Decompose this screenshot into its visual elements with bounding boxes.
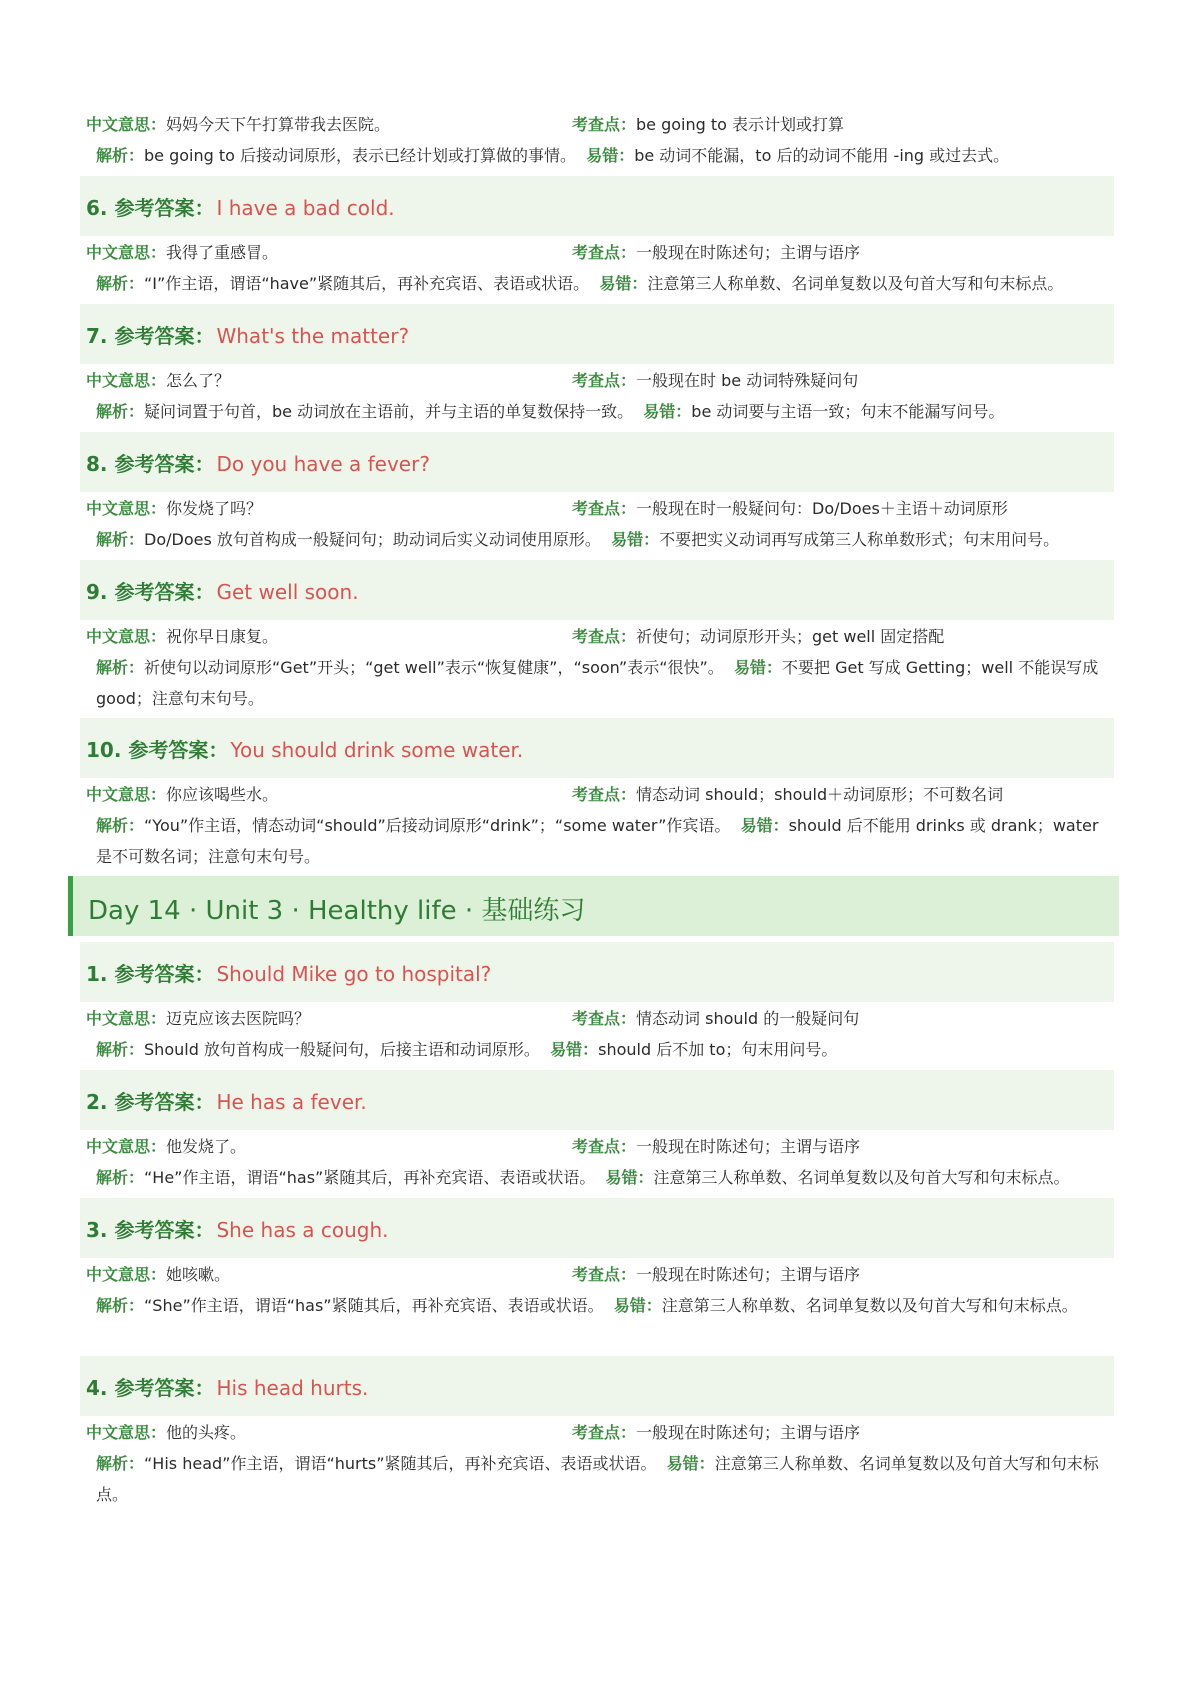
- item-number: 10.: [86, 738, 122, 762]
- analysis-text: Do/Does 放句首构成一般疑问句；助动词后实义动词使用原形。: [144, 530, 601, 549]
- pitfall-text: should 后不加 to；句末用问号。: [598, 1040, 838, 1059]
- kp-text: 一般现在时陈述句；主谓与语序: [636, 1265, 861, 1284]
- item-number: 8.: [86, 452, 108, 476]
- kp-label: 考查点：: [572, 371, 637, 390]
- kp-label: 考查点：: [572, 1009, 637, 1028]
- kp-label: 考查点：: [572, 627, 637, 646]
- zh-label: 中文意思：: [86, 115, 167, 134]
- answer-label: 参考答案：: [114, 1090, 215, 1114]
- analysis-label: 解析：: [96, 274, 145, 293]
- kp-text: 情态动词 should；should＋动词原形；不可数名词: [636, 785, 1004, 804]
- item-number: 4.: [86, 1376, 108, 1400]
- zh-label: 中文意思：: [86, 499, 167, 518]
- zh-text: 祝你早日康复。: [166, 627, 279, 646]
- analysis-text: “I”作主语，谓语“have”紧随其后，再补充宾语、表语或状语。: [144, 274, 590, 293]
- analysis-label: 解析：: [96, 1040, 145, 1059]
- answer-text: Get well soon.: [216, 580, 359, 604]
- answer-bar-b2: [80, 1070, 1114, 1130]
- kp-label: 考查点：: [572, 1137, 637, 1156]
- item-number: 3.: [86, 1218, 108, 1242]
- pitfall-label: 易错：: [599, 274, 648, 293]
- zh-label: 中文意思：: [86, 1137, 167, 1156]
- zh-text: 她咳嗽。: [166, 1265, 231, 1284]
- answer-text: I have a bad cold.: [216, 196, 395, 220]
- analysis-label: 解析：: [96, 816, 145, 835]
- zh-text: 我得了重感冒。: [166, 243, 279, 262]
- answer-text: His head hurts.: [216, 1376, 369, 1400]
- analysis-text: “You”作主语，情态动词“should”后接动词原形“drink”；“some water”作宾语。: [144, 816, 731, 835]
- pitfall-text: 注意第三人称单数、名词单复数以及句首大写和句末标点。: [661, 1296, 1078, 1315]
- item-number: 2.: [86, 1090, 108, 1114]
- answer-label: 参考答案：: [114, 452, 215, 476]
- answer-label: 参考答案：: [128, 738, 229, 762]
- pitfall-label: 易错：: [611, 530, 660, 549]
- zh-label: 中文意思：: [86, 1423, 167, 1442]
- pitfall-text: should 后不能用 drinks 或 drank；water 是不可数名词；注意句末句号。: [96, 816, 1099, 866]
- answer-bar-b3: [80, 1198, 1114, 1258]
- analysis-text: 祈使句以动词原形“Get”开头；“get well”表示“恢复健康”，“soon”表示“很快”。: [144, 658, 724, 677]
- answer-label: 参考答案：: [114, 196, 215, 220]
- kp-text: be going to 表示计划或打算: [636, 115, 845, 134]
- answer-bar-9: [80, 560, 1114, 620]
- item-number: 9.: [86, 580, 108, 604]
- pitfall-label: 易错：: [586, 146, 635, 165]
- zh-label: 中文意思：: [86, 243, 167, 262]
- kp-text: 一般现在时一般疑问句：Do/Does＋主语＋动词原形: [636, 499, 1008, 518]
- answer-bar-7: [80, 304, 1114, 364]
- zh-text: 你发烧了吗？: [166, 499, 263, 518]
- zh-text: 妈妈今天下午打算带我去医院。: [166, 115, 391, 134]
- kp-text: 一般现在时陈述句；主谓与语序: [636, 243, 861, 262]
- pitfall-text: 注意第三人称单数、名词单复数以及句首大写和句末标点。: [647, 274, 1064, 293]
- kp-text: 情态动词 should 的一般疑问句: [636, 1009, 860, 1028]
- answer-label: 参考答案：: [114, 962, 215, 986]
- zh-label: 中文意思：: [86, 1009, 167, 1028]
- answer-bar-10: [80, 718, 1114, 778]
- kp-text: 一般现在时陈述句；主谓与语序: [636, 1137, 861, 1156]
- zh-text: 你应该喝些水。: [166, 785, 279, 804]
- kp-text: 祈使句；动词原形开头；get well 固定搭配: [636, 627, 945, 646]
- answer-bar-b1: [80, 942, 1114, 1002]
- answer-label: 参考答案：: [114, 1376, 215, 1400]
- answer-text: Should Mike go to hospital?: [216, 962, 492, 986]
- answer-text: He has a fever.: [216, 1090, 367, 1114]
- item-number: 6.: [86, 196, 108, 220]
- answer-text: She has a cough.: [216, 1218, 389, 1242]
- analysis-text: “He”作主语，谓语“has”紧随其后，再补充宾语、表语或状语。: [144, 1168, 596, 1187]
- kp-label: 考查点：: [572, 115, 637, 134]
- analysis-text: be going to 后接动词原形，表示已经计划或打算做的事情。: [144, 146, 577, 165]
- analysis-text: “His head”作主语，谓语“hurts”紧随其后，再补充宾语、表语或状语。: [144, 1454, 657, 1473]
- zh-text: 迈克应该去医院吗？: [166, 1009, 311, 1028]
- section-header: [68, 876, 1119, 936]
- kp-label: 考查点：: [572, 1265, 637, 1284]
- pitfall-text: be 动词不能漏，to 后的动词不能用 -ing 或过去式。: [634, 146, 1010, 165]
- pitfall-label: 易错：: [740, 816, 789, 835]
- pitfall-label: 易错：: [643, 402, 692, 421]
- zh-label: 中文意思：: [86, 785, 167, 804]
- answer-text: You should drink some water.: [230, 738, 524, 762]
- analysis-label: 解析：: [96, 658, 145, 677]
- analysis-label: 解析：: [96, 1296, 145, 1315]
- pitfall-text: 不要把 Get 写成 Getting；well 不能误写成 good；注意句末句号。: [96, 658, 1099, 708]
- answer-label: 参考答案：: [114, 324, 215, 348]
- answer-bar-6: [80, 176, 1114, 236]
- item-number: 7.: [86, 324, 108, 348]
- zh-text: 他的头疼。: [166, 1423, 247, 1442]
- kp-label: 考查点：: [572, 785, 637, 804]
- analysis-text: “She”作主语，谓语“has”紧随其后，再补充宾语、表语或状语。: [144, 1296, 604, 1315]
- pitfall-text: 注意第三人称单数、名词单复数以及句首大写和句末标点。: [96, 1454, 1099, 1504]
- kp-label: 考查点：: [572, 499, 637, 518]
- zh-label: 中文意思：: [86, 1265, 167, 1284]
- analysis-label: 解析：: [96, 146, 145, 165]
- zh-label: 中文意思：: [86, 627, 167, 646]
- analysis-label: 解析：: [96, 530, 145, 549]
- answer-bar-8: [80, 432, 1114, 492]
- kp-label: 考查点：: [572, 243, 637, 262]
- zh-text: 他发烧了。: [166, 1137, 247, 1156]
- answer-label: 参考答案：: [114, 1218, 215, 1242]
- analysis-label: 解析：: [96, 402, 145, 421]
- answer-bar-b4: [80, 1356, 1114, 1416]
- pitfall-label: 易错：: [733, 658, 782, 677]
- pitfall-label: 易错：: [666, 1454, 715, 1473]
- answer-text: What's the matter?: [216, 324, 410, 348]
- zh-text: 怎么了？: [166, 371, 231, 390]
- kp-text: 一般现在时 be 动词特殊疑问句: [636, 371, 859, 390]
- pitfall-text: 注意第三人称单数、名词单复数以及句首大写和句末标点。: [653, 1168, 1070, 1187]
- section-title: Day 14 · Unit 3 · Healthy life · 基础练习: [88, 896, 586, 926]
- pitfall-label: 易错：: [550, 1040, 599, 1059]
- pitfall-text: 不要把实义动词再写成第三人称单数形式；句末用问号。: [659, 530, 1060, 549]
- answer-label: 参考答案：: [114, 580, 215, 604]
- analysis-text: Should 放句首构成一般疑问句，后接主语和动词原形。: [144, 1040, 540, 1059]
- pitfall-label: 易错：: [605, 1168, 654, 1187]
- item-number: 1.: [86, 962, 108, 986]
- analysis-label: 解析：: [96, 1168, 145, 1187]
- analysis-text: 疑问词置于句首，be 动词放在主语前，并与主语的单复数保持一致。: [144, 402, 634, 421]
- analysis-label: 解析：: [96, 1454, 145, 1473]
- answer-text: Do you have a fever?: [216, 452, 430, 476]
- pitfall-text: be 动词要与主语一致；句末不能漏写问号。: [691, 402, 1005, 421]
- kp-label: 考查点：: [572, 1423, 637, 1442]
- pitfall-label: 易错：: [613, 1296, 662, 1315]
- zh-label: 中文意思：: [86, 371, 167, 390]
- kp-text: 一般现在时陈述句；主谓与语序: [636, 1423, 861, 1442]
